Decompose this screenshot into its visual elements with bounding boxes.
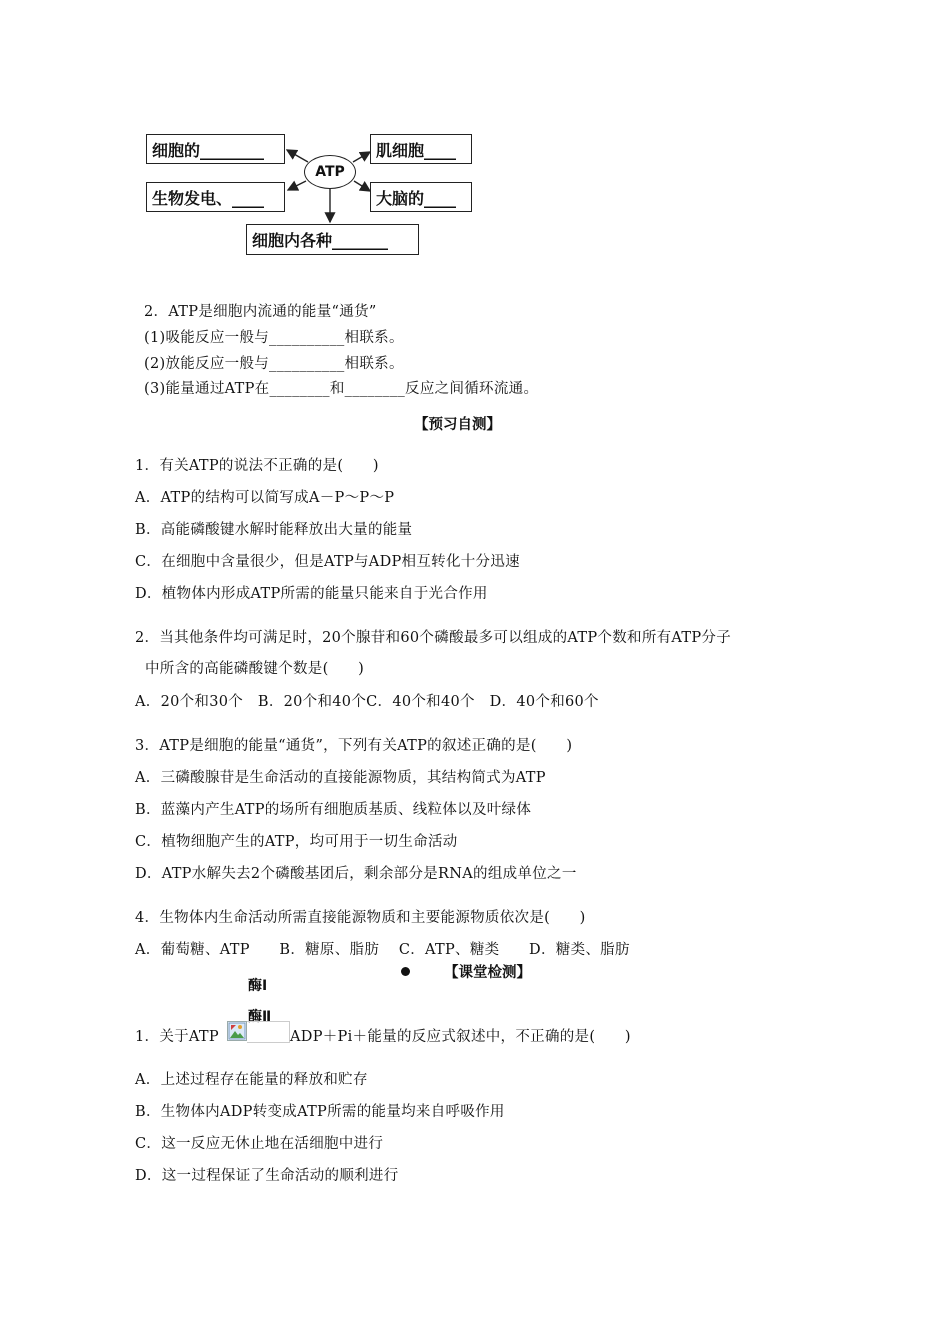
question-stem: 4．生物体内生命活动所需直接能源物质和主要能源物质依次是( ) bbox=[135, 910, 586, 926]
diagram-box-text: 细胞的________ bbox=[152, 140, 265, 160]
question-option: B．高能磷酸键水解时能释放出大量的能量 bbox=[135, 522, 413, 538]
question-option: D．ATP水解失去2个磷酸基团后，剩余部分是RNA的组成单位之一 bbox=[135, 866, 577, 882]
section2-item: (1)吸能反应一般与__________相联系。 bbox=[144, 330, 404, 346]
diagram-box-text: 细胞内各种_______ bbox=[252, 231, 389, 250]
question-option: C．植物细胞产生的ATP，均可用于一切生命活动 bbox=[135, 834, 458, 850]
question-option: A．20个和30个 B．20个和40个C．40个和40个 D．40个和60个 bbox=[135, 694, 599, 710]
atp-oval bbox=[304, 155, 356, 189]
class-heading: 【课堂检测】 bbox=[444, 965, 531, 981]
diagram-box-text: 肌细胞____ bbox=[376, 140, 457, 160]
question-option: D．这一过程保证了生命活动的顺利进行 bbox=[135, 1168, 399, 1184]
question-stem: 3．ATP是细胞的能量“通货”，下列有关ATP的叙述正确的是( ) bbox=[135, 738, 573, 754]
diagram-box-text: 生物发电、____ bbox=[152, 188, 265, 208]
question-option: A．三磷酸腺苷是生命活动的直接能源物质，其结构简式为ATP bbox=[135, 770, 546, 786]
question-option: D．植物体内形成ATP所需的能量只能来自于光合作用 bbox=[135, 586, 488, 602]
diagram-box-mid-left bbox=[146, 182, 285, 212]
broken-image-icon bbox=[227, 1021, 247, 1041]
class-question-stem-suffix: ADP＋Pi＋能量的反应式叙述中，不正确的是( ) bbox=[290, 1029, 631, 1045]
class-question-stem-prefix: 1．关于ATP bbox=[135, 1029, 219, 1045]
section2-item: (2)放能反应一般与__________相联系。 bbox=[144, 356, 404, 372]
image-frame bbox=[247, 1021, 290, 1043]
diagram-box-bottom bbox=[246, 224, 419, 255]
diagram-box-top-right bbox=[370, 134, 472, 164]
bullet-icon bbox=[401, 967, 410, 976]
question-stem: 中所含的高能磷酸键个数是( ) bbox=[145, 661, 365, 677]
question-option: A．上述过程存在能量的释放和贮存 bbox=[135, 1072, 368, 1088]
question-option: B．蓝藻内产生ATP的场所有细胞质基质、线粒体以及叶绿体 bbox=[135, 802, 532, 818]
enzyme-label-2: 酶Ⅱ bbox=[248, 1009, 272, 1025]
question-stem: 2．当其他条件均可满足时，20个腺苷和60个磷酸最多可以组成的ATP个数和所有ATP分子 bbox=[135, 630, 732, 646]
question-option: C．这一反应无休止地在活细胞中进行 bbox=[135, 1136, 384, 1152]
question-option: A．ATP的结构可以简写成A－P～P～P bbox=[135, 490, 395, 506]
section2-title: 2．ATP是细胞内流通的能量“通货” bbox=[144, 304, 377, 320]
atp-oval-label: ATP bbox=[315, 164, 345, 180]
section2-item: (3)能量通过ATP在________和________反应之间循环流通。 bbox=[144, 381, 539, 397]
preview-heading: 【预习自测】 bbox=[414, 417, 501, 433]
diagram-box-text: 大脑的____ bbox=[376, 188, 457, 208]
diagram-box-mid-right bbox=[370, 182, 472, 212]
question-option: A．葡萄糖、ATP B．糖原、脂肪 C．ATP、糖类 D．糖类、脂肪 bbox=[135, 942, 630, 958]
image-icon bbox=[228, 1022, 246, 1040]
diagram-box-top-left bbox=[146, 134, 285, 164]
question-option: C．在细胞中含量很少，但是ATP与ADP相互转化十分迅速 bbox=[135, 554, 520, 570]
question-option: B．生物体内ADP转变成ATP所需的能量均来自呼吸作用 bbox=[135, 1104, 505, 1120]
enzyme-label-1: 酶Ⅰ bbox=[248, 978, 268, 994]
question-stem: 1．有关ATP的说法不正确的是( ) bbox=[135, 458, 379, 474]
